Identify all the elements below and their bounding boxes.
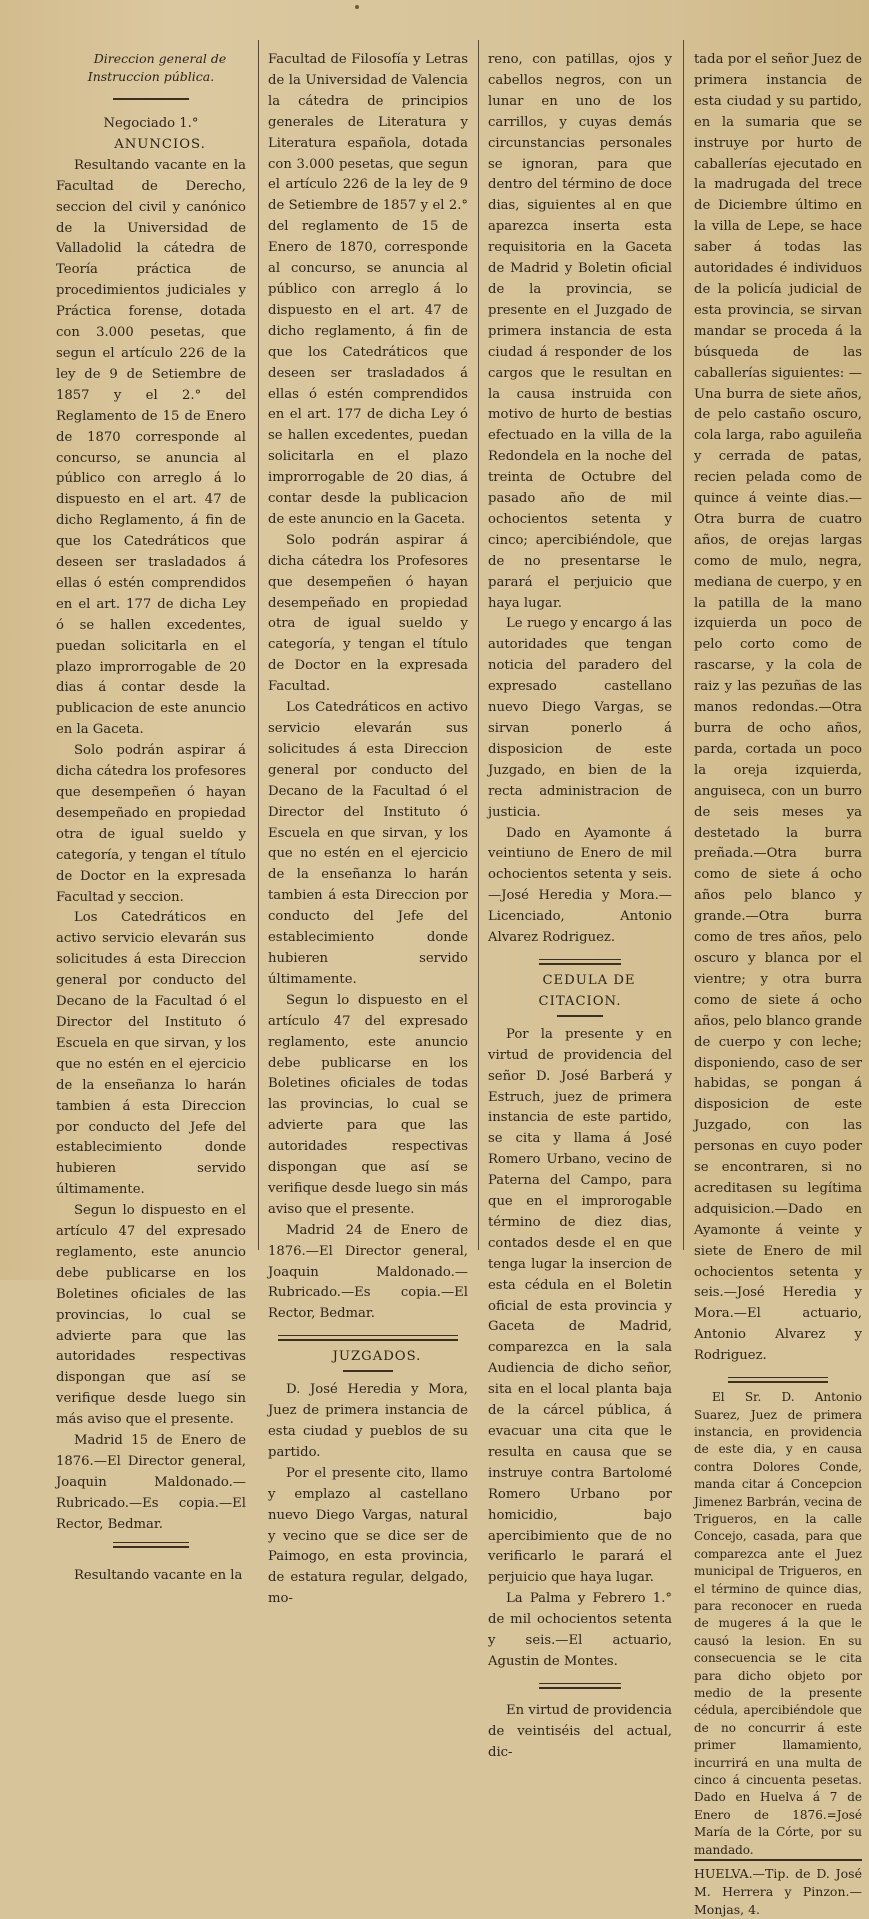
imprint-footer: HUELVA.—Tip. de D. José M. Herrera y Pinzon.—Monjas, 4. <box>694 1859 862 1919</box>
divider <box>278 1335 458 1341</box>
paragraph: Segun lo dispuesto en el artículo 47 del expresado reglamento, este anuncio debe publicarse en los Boletines oficiales de las provincias, lo cual se advierte para que las autoridades respectivas dispongan que así se verifique desde luego sin más aviso que el presente. <box>56 1203 246 1428</box>
divider <box>113 1542 189 1548</box>
column-2 <box>268 50 468 1607</box>
column-rule <box>683 40 684 1250</box>
paragraph: Solo podrán aspirar á dicha cátedra los profesores que desempeñen ó hayan desempeñado en propiedad otra de igual sueldo y categoría, y tengan el título de Doctor en la expresada Facultad y seccion. <box>56 743 246 905</box>
juzgados-heading: JUZGADOS. <box>332 1349 422 1365</box>
paragraph: Resultando vacante en la Facultad de Derecho, seccion del civil y canónico de la Universidad de Valladolid la cátedra de Teoría práctica de procedimientos judiciales y Práctica forense, dotada con 3.000 pesetas, que segun el artículo 226 de la ley de 9 de Setiembre de 1857 y el 2.° del Reglamento de 15 de Enero de 1870 corresponde al concurso, se anuncia al público con arreglo á lo dispuesto en el art. 47 de dicho Reglamento, á fin de que los Catedráticos que deseen ser trasladados á ellas ó estén comprendidos en el art. 177 de dicha Ley ó se hallen excedentes, puedan solicitarla en el plazo improrrogable de 20 dias á contar desde la publicacion de este anuncio en la Gaceta. <box>56 157 246 738</box>
column-rule <box>478 40 479 1250</box>
paragraph: Resultando vacante en la <box>74 1567 243 1583</box>
paragraph: En virtud de providencia de veintiséis del actual, dic- <box>488 1702 672 1760</box>
column-1 <box>56 50 246 1583</box>
paragraph: Dado en Ayamonte á veintiuno de Enero de mil ochocientos setenta y seis.—José Heredia y Mora.—Licenciado, Antonio Alvarez Rodriguez. <box>488 825 672 946</box>
paragraph: tada por el señor Juez de primera instancia de esta ciudad y su partido, en la sumaria que se instruye por hurto de caballerías ejecutado en la madrugada del trece de Diciembre último en la villa de Lepe, se hace saber á todas las autoridades é individuos de la policía judicial de esta provincia, se sirvan mandar se proceda á la búsqueda de las caballerías siguientes: —Una burra de siete años, de pelo castaño oscuro, cola larga, rabo aguileña y cerrada de patas, recien pelada como de quince á veinte dias.—Otra burra de cuatro años, de orejas largas como de mulo, negra, mediana de cuerpo, y en la patilla de la mano izquierda un poco de pelo corto como de rascarse, y la cola de raiz y las pezuñas de las manos redondas.—Otra burra de ocho años, parda, cortada un poco la oreja izquierda, anguiseca, con un burro de seis meses ya destetado la burra preñada.—Otra burra como de siete á ocho años pelo blanco y grande.—Otra burra como de tres años, pelo oscuro y blanca por el vientre; y otra burra como de siete á ocho años, pelo blanco grande de cuerpo y con leche; disponiendo, caso de ser habidas, se pongan á disposicion de este Juzgado, con las personas en cuyo poder se encontraren, si no acreditasen su legítima adquisicion.—Dado en Ayamonte á veinte y siete de Enero de mil ochocientos setenta y seis.—José Heredia y Mora.—El actuario, Antonio Alvarez y Rodriguez. <box>694 52 862 1364</box>
paragraph: Los Catedráticos en activo servicio elevarán sus solicitudes á esta Direccion general por conducto del Decano de la Facultad ó el Director del Instituto ó Escuela en que sirvan, y los que no estén en el ejercicio de la enseñanza lo harán tambien á esta Direccion por conducto del Jefe del establecimiento donde hubieren servido últimamente. <box>268 700 468 987</box>
paragraph: reno, con patillas, ojos y cabellos negros, con un lunar en uno de los carrillos, y cuyas demás circunstancias personales se ignoran, para que dentro del término de doce dias, siguientes al en que aparezca inserta esta requisitoria en la Gaceta de Madrid y Boletin oficial de la provincia, se presente en el Juzgado de primera instancia de esta ciudad á responder de los cargos que le resultan en la causa instruida con motivo de hurto de bestias efectuado en la villa de la Redondela en la noche del treinta de Octubre del pasado año de mil ochocientos setenta y cinco; apercibiéndole, que de no presentarse le parará el perjuicio que haya lugar. <box>488 52 672 611</box>
paragraph: Madrid 24 de Enero de 1876.—El Director general, Joaquin Maldonado.—Rubricado.—Es copia.—El Rector, Bedmar. <box>268 1222 468 1322</box>
paragraph: Facultad de Filosofía y Letras de la Universidad de Valencia la cátedra de principios generales de Literatura y Literatura española, dotada con 3.000 pesetas, que segun el artículo 226 de la ley de 9 de Setiembre de 1857 y el 2.° del reglamento de 15 de Enero de 1870, corresponde al concurso, se anuncia al público con arreglo á lo dispuesto en el art. 47 de dicho reglamento, á fin de que los Catedráticos que deseen ser trasladados á ellas ó estén comprendidos en el art. 177 de dicha Ley ó se hallen excedentes, puedan solicitarla en el plazo improrrogable de 20 dias, á contar desde la publicacion de este anuncio en la Gaceta. <box>268 52 468 527</box>
paragraph: El Sr. D. Antonio Suarez, Juez de primera instancia, en providencia de este dia, y en causa contra Dolores Conde, manda citar á Concepcion Jimenez Barbrán, vecina de Trigueros, en la calle Concejo, casada, para que comparezca ante el Juez municipal de Trigueros, en el término de quince dias, para reconocer en rueda de mugeres á la que le causó la lesion. En su consecuencia se le cita para dicho objeto por medio de la presente cédula, apercibiéndole que de no concurrir á este primer llamamiento, incurrirá en una multa de cinco á cincuenta pesetas. Dado en Huelva á 7 de Enero de 1876.=José María de la Córte, por su mandado. <box>694 1390 862 1857</box>
paragraph: Por la presente y en virtud de providencia del señor D. José Barberá y Estruch, juez de primera instancia de este partido, se cita y llama á José Romero Urbano, vecino de Paterna del Campo, para que en el improrogable término de diez dias, contados desde el en que tenga lugar la insercion de esta cédula en el Boletin oficial de esta provincia y Gaceta de Madrid, comparezca en la sala Audiencia de dicho señor, sita en el local planta baja de la cárcel pública, á evacuar una cita que le resulta en causa que se instruye contra Bartolomé Romero Urbano por homicidio, bajo apercibimiento que de no verificarlo le parará el perjuicio que haya lugar. <box>488 1026 672 1586</box>
divider <box>557 1015 603 1017</box>
negociado: Negociado 1.° <box>103 116 199 131</box>
divider <box>539 1683 622 1689</box>
paragraph: D. José Heredia y Mora, Juez de primera instancia de esta ciudad y pueblos de su partido. <box>268 1382 468 1460</box>
section-header: Direccion general de Instruccion pública. <box>87 51 227 84</box>
cedula-heading: CEDULA DE CITACION. <box>538 972 636 1009</box>
paragraph: Segun lo dispuesto en el artículo 47 del expresado reglamento, este anuncio debe publicarse en los Boletines oficiales de todas las provincias, lo cual se advierte para que las autoridades respectivas dispongan que así se verifique desde luego sin más aviso que el presente. <box>268 992 468 1217</box>
column-3 <box>488 50 672 1760</box>
anuncios-heading: ANUNCIOS. <box>114 136 206 152</box>
paragraph: Solo podrán aspirar á dicha cátedra los Profesores que desempeñen ó hayan desempeñado en propiedad otra de igual sueldo y categoría, y tengan el título de Doctor en la expresada Facultad. <box>268 532 468 695</box>
paragraph: Madrid 15 de Enero de 1876.—El Director general, Joaquin Maldonado.—Rubricado.—Es copia.—El Rector, Bedmar. <box>56 1433 246 1532</box>
divider <box>728 1377 829 1383</box>
column-rule <box>258 40 259 1250</box>
paragraph: Le ruego y encargo á las autoridades que tengan noticia del paradero del expresado castellano nuevo Diego Vargas, se sirvan ponerlo á disposicion de este Juzgado, en bien de la recta administracion de justicia. <box>488 616 672 820</box>
ink-dot <box>355 5 359 9</box>
divider <box>343 1370 393 1372</box>
divider <box>539 959 622 965</box>
paragraph: Los Catedráticos en activo servicio elevarán sus solicitudes á esta Direccion general por conducto del Decano de la Facultad ó el Director del Instituto ó Escuela en que sirvan, y los que no estén en el ejercicio de la enseñanza lo harán tambien á esta Direccion por conducto del Jefe del establecimiento donde hubieren servido últimamente. <box>56 910 246 1198</box>
paragraph: Por el presente cito, llamo y emplazo al castellano nuevo Diego Vargas, natural y vecino que se dice ser de Paimogo, en esta provincia, de estatura regular, delgado, mo- <box>268 1465 468 1607</box>
paragraph: La Palma y Febrero 1.° de mil ochocientos setenta y seis.—El actuario, Agustin de Montes. <box>488 1591 672 1669</box>
divider <box>113 98 189 100</box>
column-4 <box>694 50 862 1918</box>
